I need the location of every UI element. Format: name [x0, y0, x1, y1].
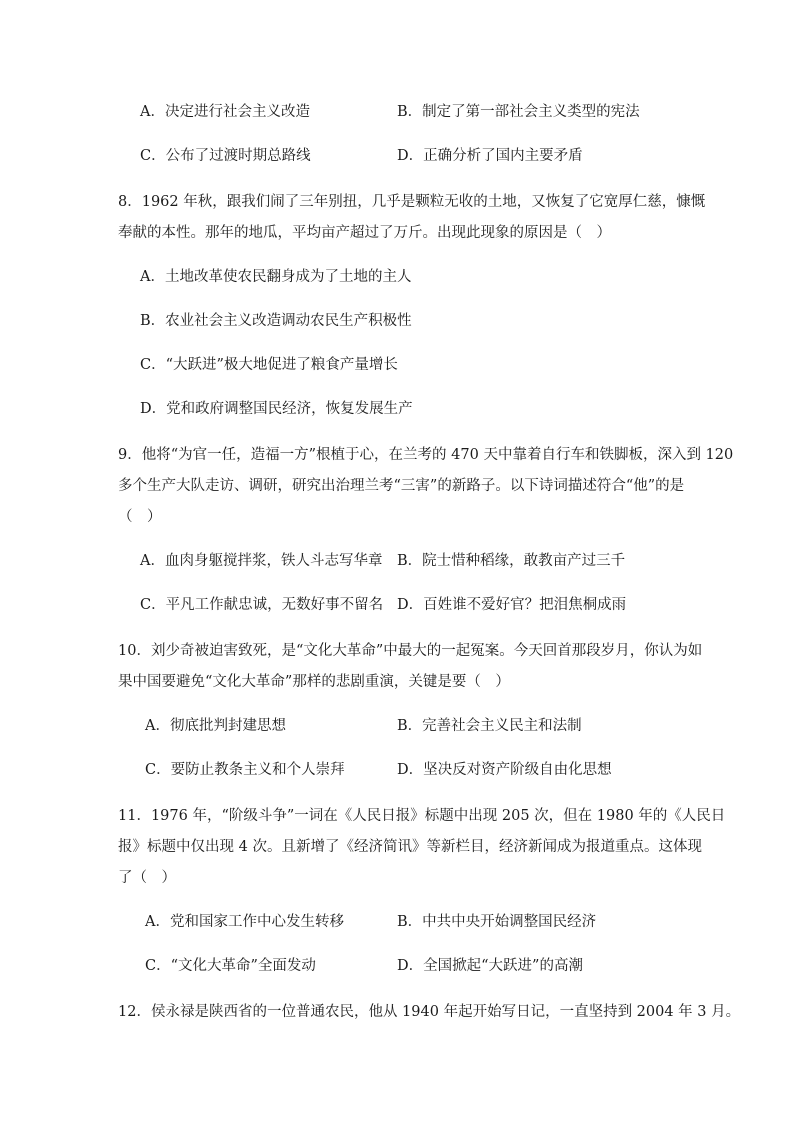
- q8-option-a[interactable]: A．土地改革使农民翻身成为了土地的主人: [140, 269, 412, 285]
- q8-stem-line-2: 奉献的本性。那年的地瓜，平均亩产超过了万斤。出现此现象的原因是（ ）: [118, 225, 611, 241]
- q8-option-d[interactable]: D．党和政府调整国民经济，恢复发展生产: [140, 401, 413, 417]
- q9-stem-line-1: 9．他将“为官一任，造福一方”根植于心，在兰考的 470 天中靠着自行车和铁脚板，深入到 120: [118, 447, 734, 463]
- q8-stem-line-1: 8．1962 年秋，跟我们闹了三年别扭，几乎是颗粒无收的土地，又恢复了它宽厚仁慈，慷慨: [118, 194, 706, 210]
- q11-option-b[interactable]: B．中共中央开始调整国民经济: [397, 914, 597, 930]
- q7-option-b[interactable]: B．制定了第一部社会主义类型的宪法: [397, 104, 640, 120]
- q12-stem-line-1: 12．侯永禄是陕西省的一位普通农民，他从 1940 年起开始写日记，一直坚持到 2004 年 3 月。: [118, 1004, 741, 1020]
- q9-stem-line-2: 多个生产大队走访、调研，研究出治理兰考“三害”的新路子。以下诗词描述符合“他”的是: [118, 478, 685, 494]
- q11-stem-line-1: 11．1976 年，“阶级斗争”一词在《人民日报》标题中出现 205 次，但在 1980 年的《人民日: [118, 808, 726, 824]
- q10-stem-line-2: 果中国要避免“文化大革命”那样的悲剧重演，关键是要（ ）: [118, 674, 510, 690]
- q10-option-a[interactable]: A．彻底批判封建思想: [145, 718, 286, 734]
- q8-option-b[interactable]: B．农业社会主义改造调动农民生产积极性: [140, 313, 412, 329]
- q11-stem-line-3: 了（ ）: [118, 870, 176, 886]
- q7-option-c[interactable]: C．公布了过渡时期总路线: [140, 148, 311, 164]
- q8-option-c[interactable]: C．“大跃进”极大地促进了粮食产量增长: [140, 357, 398, 373]
- q7-option-a[interactable]: A．决定进行社会主义改造: [140, 104, 310, 120]
- q10-option-d[interactable]: D．坚决反对资产阶级自由化思想: [397, 762, 612, 778]
- q9-option-c[interactable]: C．平凡工作献忠诚，无数好事不留名: [140, 597, 384, 613]
- q9-stem-line-3: （ ）: [118, 509, 162, 525]
- q11-option-c[interactable]: C．“文化大革命”全面发动: [145, 958, 316, 974]
- q11-option-d[interactable]: D．全国掀起“大跃进”的高潮: [397, 958, 583, 974]
- q9-option-d[interactable]: D．百姓谁不爱好官？把泪焦桐成雨: [397, 597, 627, 613]
- q10-stem-line-1: 10．刘少奇被迫害致死，是“文化大革命”中最大的一起冤案。今天回首那段岁月，你认为如: [118, 643, 703, 659]
- q11-option-a[interactable]: A．党和国家工作中心发生转移: [145, 914, 344, 930]
- q10-option-b[interactable]: B．完善社会主义民主和法制: [397, 718, 582, 734]
- q9-option-a[interactable]: A．血肉身躯搅拌浆，铁人斗志写华章: [140, 553, 383, 569]
- q7-option-d[interactable]: D．正确分析了国内主要矛盾: [397, 148, 583, 164]
- q11-stem-line-2: 报》标题中仅出现 4 次。且新增了《经济简讯》等新栏目，经济新闻成为报道重点。这体现: [118, 839, 702, 855]
- q10-option-c[interactable]: C．要防止教条主义和个人崇拜: [145, 762, 345, 778]
- q9-option-b[interactable]: B．院士惜种稻缘，敢教亩产过三千: [397, 553, 626, 569]
